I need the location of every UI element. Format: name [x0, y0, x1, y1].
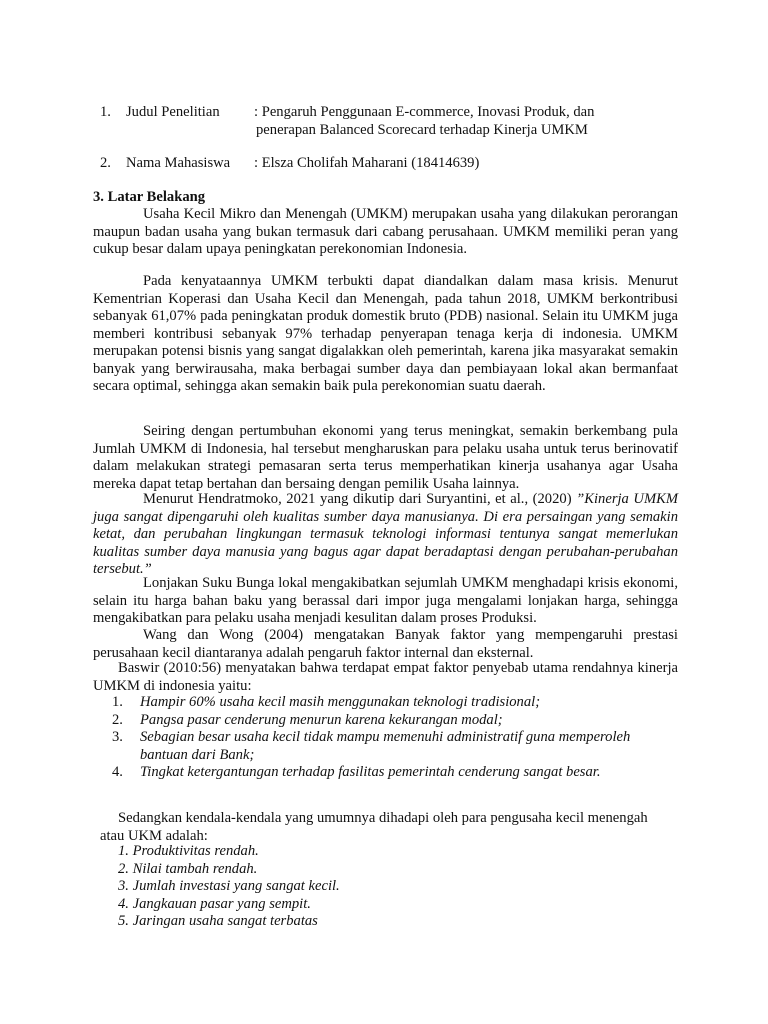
paragraph-umkm-crisis: [93, 273, 678, 396]
list-text: Sebagian besar usaha kecil tidak mampu memenuhi administratif guna memperoleh bantuan dari Bank;: [140, 729, 631, 763]
paragraph-growth: [93, 423, 678, 493]
field-value-nama: : Elsza Cholifah Maharani (18414639): [254, 155, 480, 171]
list-number: 2.: [112, 711, 123, 728]
paragraph-text: Usaha Kecil Mikro dan Menengah (UMKM) merupakan usaha yang dilakukan perorangan maupun badan usaha yang bukan termasuk dari cabang perusahaan. UMKM memiliki peran yang cukup besar dalam upaya peningkatan perekonomian Indonesia.: [93, 206, 678, 257]
field-value-judul-line1: : Pengaruh Penggunaan E-commerce, Inovasi Produk, dan: [254, 104, 595, 120]
paragraph-baswir: [93, 660, 678, 695]
list-item: [112, 712, 672, 730]
paragraph-text: Lonjakan Suku Bunga lokal mengakibatkan sejumlah UMKM menghadapi krisis ekonomi, selain itu harga bahan baku yang berassal dari impor juga mengalami lonjakan harga, sehingga mengakibatkan para pelaku usaha menjadi kesulitan dalam proses Produksi.: [93, 575, 678, 626]
list-item: 4. Jangkauan pasar yang sempit.: [118, 895, 311, 912]
citation-lead: Menurut Hendratmoko, 2021 yang dikutip dari Suryantini, et al., (2020): [143, 491, 577, 507]
factor-list: [112, 694, 672, 782]
constraint-list: [118, 843, 518, 931]
paragraph-text: Sedangkan kendala-kendala yang umumnya dihadapi oleh para pengusaha kecil menengah atau UKM adalah:: [100, 810, 648, 844]
list-number: 3.: [112, 729, 123, 745]
field-label-nama: Nama Mahasiswa: [126, 155, 231, 171]
list-item: 3. Jumlah investasi yang sangat kecil.: [118, 878, 340, 894]
field-label-judul: Judul Penelitian: [126, 104, 220, 120]
list-item: [112, 694, 672, 712]
paragraph-hendratmoko: [93, 491, 678, 579]
list-item: [112, 764, 672, 782]
paragraph-text: Baswir (2010:56) menyatakan bahwa terdapat empat faktor penyebab utama rendahnya kinerja UMKM di indonesia yaitu:: [93, 660, 678, 694]
row-number: 2.: [100, 155, 111, 171]
list-item: 5. Jaringan usaha sangat terbatas: [118, 913, 318, 929]
section-heading: 3. Latar Belakang: [93, 189, 206, 205]
list-number: 1.: [112, 694, 123, 710]
list-text: Pangsa pasar cenderung menurun karena kekurangan modal;: [140, 711, 503, 728]
list-text: Tingkat ketergantungan terhadap fasilitas pemerintah cenderung sangat besar.: [140, 764, 601, 780]
list-number: 4.: [112, 764, 123, 780]
field-value-judul-line2: penerapan Balanced Scorecard terhadap Kinerja UMKM: [256, 122, 588, 138]
paragraph-wang-wong: [93, 627, 678, 662]
paragraph-text: Wang dan Wong (2004) mengatakan Banyak faktor yang mempengaruhi prestasi perusahaan kecil diantaranya adalah pengaruh faktor internal dan eksternal.: [93, 627, 678, 661]
citation-quote: ”Kinerja UMKM juga sangat dipengaruhi oleh kualitas sumber daya manusianya. Di era persaingan yang semakin ketat, dan perubahan lingkungan termasuk teknologi informasi tentunya sangat memerlukan kualitas sumber daya manusia yang bagus agar dapat beradaptasi dengan perubahan-perubahan tersebut.”: [93, 491, 679, 577]
list-item: 1. Produktivitas rendah.: [118, 843, 259, 859]
list-item: [112, 729, 672, 764]
list-item: 2. Nilai tambah rendah.: [118, 860, 258, 877]
row-number: 1.: [100, 104, 111, 120]
list-text: Hampir 60% usaha kecil masih menggunakan teknologi tradisional;: [140, 694, 541, 710]
paragraph-text: [93, 491, 678, 579]
paragraph-text: Seiring dengan pertumbuhan ekonomi yang terus meningkat, semakin berkembang pula Jumlah UMKM di Indonesia, hal tersebut mengharuskan para pelaku usaha untuk terus berinovatif dalam melakukan strategi pemasaran serta terus memperhatikan kinerja usahanya agar Usaha mereka dapat tetap bertahan dan bersaing dengan pemilik Usaha lainnya.: [93, 423, 678, 492]
paragraph-interest-rate: [93, 575, 678, 628]
paragraph-text: Pada kenyataannya UMKM terbukti dapat diandalkan dalam masa krisis. Menurut Kementrian Koperasi dan Usaha Kecil dan Menengah, pada tahun 2018, UMKM berkontribusi sebanyak 61,07% pada peningkatan produk domestik bruto (PDB) nasional. Selain itu UMKM juga memberi kontribusi sebanyak 97% terhadap penyerapan tenaga kerja di indonesia. UMKM merupakan potensi bisnis yang sangat digalakkan oleh pemerintah, karena jika masyarakat semakin banyak yang berwirausaha, maka berbagai sumber daya dan pembiayaan lokal akan bermanfaat secara optimal, sehingga akan semakin baik pula perekonomian suatu daerah.: [93, 273, 678, 394]
paragraph-umkm-definition: [93, 206, 678, 259]
paragraph-constraints-intro: [100, 810, 660, 845]
